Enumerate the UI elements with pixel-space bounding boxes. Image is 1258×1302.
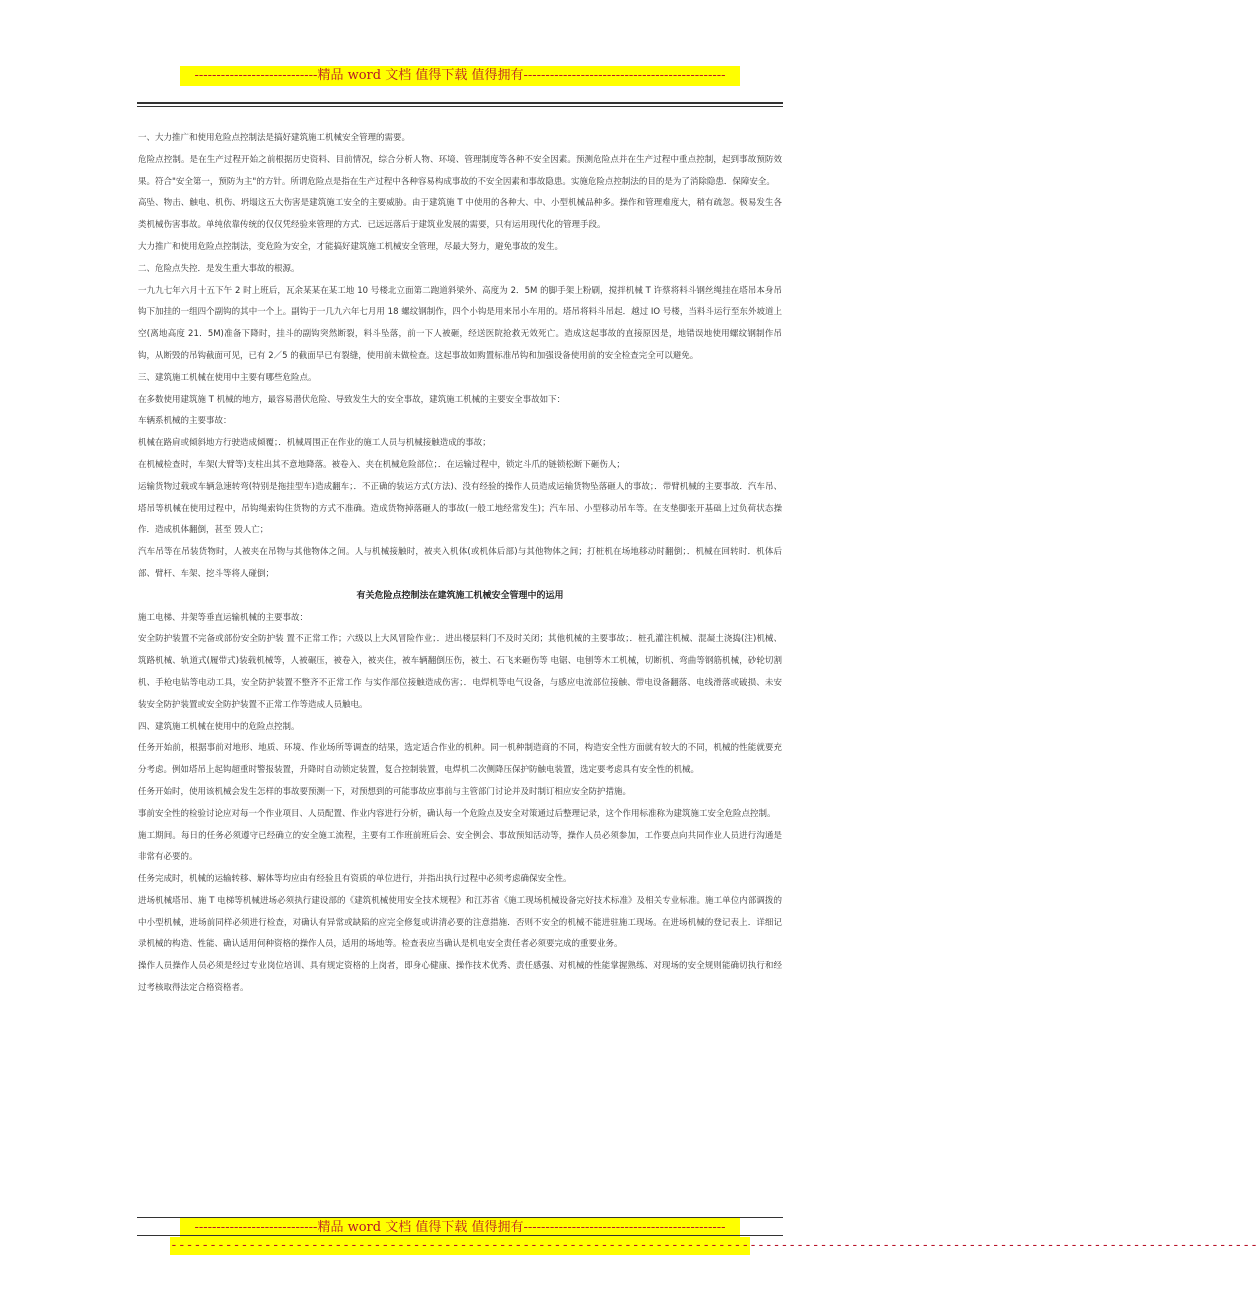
paragraph: 施工电梯、井架等垂直运输机械的主要事故： [138, 612, 309, 623]
header-rule-thin [137, 106, 783, 107]
paragraph: 任务开始前，根据事前对地形、地质、环境、作业场所等调查的结果，选定适合作业的机种。同一机种制造商的不同，构造安全性方面就有较大的不同，机械的性能就要充分考虑。例如塔吊上起钩超重时警报装置，升降时自动锁定装置，复合控制装置，电焊机二次侧降压保护防触电装置，选定要考虑具有安全性的机械。 [138, 743, 782, 776]
document-body [138, 128, 782, 1000]
paragraph: 事前安全性的检验讨论应对每一个作业项目、人员配置、作业内容进行分析，确认每一个危险点及安全对策通过后整理记录，这个作用标准称为建筑施工安全危险点控制。 [138, 808, 776, 819]
paragraph: 在多数使用建筑施 T 机械的地方，最容易潜伏危险、导致发生大的安全事故，建筑施工机械的主要安全事故如下： [138, 394, 566, 405]
paragraph: 任务开始时，使用该机械会发生怎样的事故要预测一下，对预想到的可能事故应事前与主管部门讨论并及时制订相应安全防护措施。 [138, 786, 632, 797]
paragraph: 机械在路肩或倾斜地方行驶造成倾覆；．机械周围正在作业的施工人员与机械接触造成的事故； [138, 438, 491, 449]
paragraph: 一九九七年六月十五下午 2 时上班后，瓦余某某在某工地 10 号楼北立面第二跑道斜梁外、高度为 2．5M 的脚手架上粉刷，搅拌机械 T 许蔡将料斗钢丝绳挂在塔吊本身吊钩下加挂的一组四个副钩的其中一个上。副钩于一几九六年七月用 18 螺纹钢制作，四个小钩是用来吊小车用的。塔吊将料斗吊起．越过 IO 号楼，当料斗运行至东外坡道上空(离地高度 21．5M)准备下降时，挂斗的副钩突然断裂，料斗坠落，前一下人被砸，经送医院抢救无效死亡。造成这起事故的直接原因是，地错误地使用螺纹钢制作吊钩，从断毁的吊钩截面可见，已有 2／5 的截面早已有裂缝，使用前未做检查。这起事故如购置标准吊钩和加强设备使用前的安全检查完全可以避免。 [138, 285, 782, 361]
paragraph: 危险点控制。是在生产过程开始之前根据历史资料、目前情况，综合分析人物、环境、管理制度等各种不安全因素。预测危险点并在生产过程中重点控制，起到事故预防效果。符合"安全第一，预防为主"的方针。所谓危险点是指在生产过程中各种容易构成事故的不安全因素和事故隐患。实施危险点控制法的目的是为了消除隐患．保障安全。 [138, 154, 782, 187]
paragraph: 汽车吊等在吊装货物时，人被夹在吊物与其他物体之间。人与机械接触时，被夹入机体(或机体后部)与其他物体之间；打桩机在场地移动时翻倒；．机械在回转时．机体后部、臂杆、车架、挖斗等将人碰倒； [138, 547, 782, 579]
paragraph: 大力推广和使用危险点控制法，变危险为安全，才能搞好建筑施工机械安全管理，尽最大努力，避免事故的发生。 [138, 241, 564, 252]
section-title: 有关危险点控制法在建筑施工机械安全管理中的运用 [356, 590, 564, 601]
header-banner: ----------------------------精品 word 文档 值得下载 值得拥有---------------------------------------------- [180, 66, 740, 86]
paragraph: 车辆系机械的主要事故： [138, 416, 232, 427]
paragraph: 进场机械塔吊、施 T 电梯等机械进场必须执行建设部的《建筑机械使用安全技术规程》和江苏省《施工现场机械设备完好技术标准》及相关专业标准。施工单位内部调拨的中小型机械，进场前同样必须进行检查，对确认有异常或缺陷的应完全修复或讲清必要的注意措施．否则不安全的机械不能进驻施工现场。在进场机械的登记表上．详细记录机械的构造、性能、确认适用何种资格的操作人员，适用的场地等。检查表应当确认是机电安全责任者必须要完成的重要业务。 [138, 895, 782, 950]
paragraph: 任务完成时，机械的运输转移、解体等均应由有经验且有资质的单位进行，并指出执行过程中必须考虑确保安全性。 [138, 874, 572, 885]
paragraph: 运输货物过载或车辆急速转弯(特别是拖挂型车)造成翻车；．不正确的装运方式(方法)、没有经验的操作人员造成运输货物坠落砸人的事故；．带臂机械的主要事故．汽车吊、塔吊等机械在使用过程中，吊钩绳索钩住货物的方式不准确。造成货物掉落砸人的事故(一般工地经常发生)；汽车吊、小型移动吊车等。在支垫脚张开基础上过负荷状态操作．造成机体翻倒，甚至 毁人亡； [138, 481, 782, 536]
paragraph: 二、危险点失控．是发生重大事故的根源。 [138, 263, 300, 274]
footer-dash-line: ------------------------------------------------------------------------------------------------------------------------------------------- [170, 1238, 1258, 1253]
paragraph: 安全防护装置不完备或部份安全防护装 置不正常工作；六级以上大风冒险作业；．进出楼层料门不及时关闭；其他机械的主要事故；．桩孔灌注机械、混凝土浇捣(注)机械、筑路机械、轨道式(履带式)装载机械等，人被碾压，被卷入，被夹住，被车辆翻倒压伤，被土、石飞来砸伤等 电锯、电刨等木工机械，切断机、弯曲等钢筋机械，砂轮切割机、手枪电钻等电动工具，安全防护装置不整齐不正常工作 与实作部位接触造成伤害；．电焊机等电气设备，与感应电流部位接触、带电设备翻落、电线滑落或破损、未安装安全防护装置或安全防护装置不正常工作等造成人员触电。 [138, 634, 782, 710]
header-rule-thick [137, 102, 783, 104]
paragraph: 高坠、物击、触电、机伤、坍塌这五大伤害是建筑施工安全的主要威胁。由于建筑施 T 中使用的各种大、中、小型机械品种多。操作和管理难度大，稍有疏忽。极易发生各类机械伤害事故。单纯依靠传统的仅仅凭经验来管理的方式．已远远落后于建筑业发展的需要，只有运用现代化的管理手段。 [138, 198, 782, 231]
paragraph: 施工期间。每日的任务必须遵守已经确立的安全施工流程，主要有工作班前班后会、安全例会、事故预知活动等，操作人员必须参加，工作要点向共同作业人员进行沟通是非常有必要的。 [138, 830, 782, 863]
paragraph: 三、建筑施工机械在使用中主要有哪些危险点。 [138, 372, 317, 383]
paragraph: 在机械检查时，车架(大臂等)支柱出其不意地降落。被卷入、夹在机械危险部位；．在运输过程中，锁定斗爪的链锁松断下砸伤人； [138, 459, 625, 470]
paragraph: 操作人员操作人员必须是经过专业岗位培训、具有规定资格的上岗者，即身心健康、操作技术优秀、责任感强、对机械的性能掌握熟练、对现场的安全规则能确切执行和经过考核取得法定合格资格者。 [138, 961, 782, 994]
footer-rule-bottom [137, 1235, 783, 1236]
paragraph: 一、大力推广和使用危险点控制法是搞好建筑施工机械安全管理的需要。 [138, 133, 411, 143]
paragraph: 四、建筑施工机械在使用中的危险点控制。 [138, 721, 300, 732]
footer-banner: ----------------------------精品 word 文档 值得下载 值得拥有---------------------------------------------- [180, 1218, 740, 1238]
